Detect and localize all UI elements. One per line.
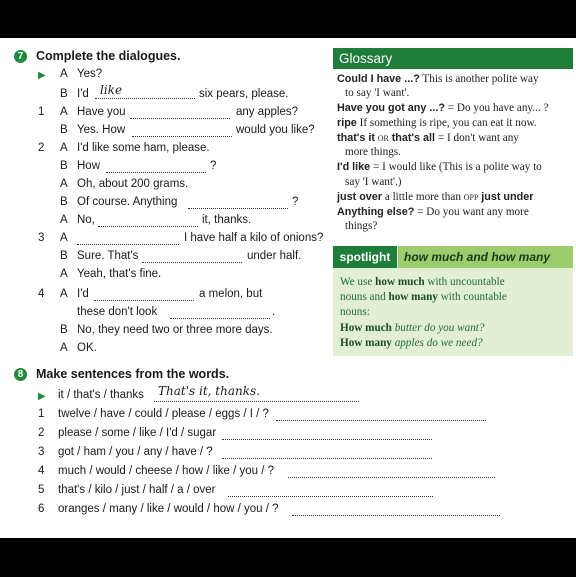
dialogue-text: under half. [247, 250, 302, 262]
dialogue-line: Yeah, that's fine. [77, 268, 162, 280]
dialogue-text: I'd [77, 88, 89, 100]
exercise-7-badge: 7 [14, 50, 27, 63]
speaker-label: A [60, 178, 68, 190]
dialogue-text: I'd [77, 288, 89, 300]
speaker-label: A [60, 288, 68, 300]
glossary-entry: say 'I want'.) [345, 176, 402, 188]
dialogue-text: No, [77, 214, 95, 226]
item-number: 3 [38, 446, 45, 458]
dialogue-text: it, thanks. [202, 214, 252, 226]
word-prompt: oranges / many / like / would / how / you / ? [58, 503, 279, 515]
speaker-label: B [60, 160, 68, 172]
item-number: 1 [38, 106, 45, 118]
answer-blank[interactable] [94, 290, 194, 301]
dialogue-text: How [77, 160, 101, 172]
answer-blank[interactable] [188, 198, 288, 209]
speaker-label: A [60, 142, 68, 154]
glossary-entry: Could I have ...? This is another polite way [337, 73, 539, 85]
spotlight-text: nouns and how many with countable [340, 291, 507, 303]
example-arrow-icon: ▶ [38, 70, 46, 81]
item-number: 3 [38, 232, 45, 244]
speaker-label: A [60, 68, 68, 80]
answer-blank[interactable] [142, 252, 242, 263]
item-number: 4 [38, 288, 45, 300]
speaker-label: B [60, 196, 68, 208]
item-number: 4 [38, 465, 45, 477]
dialogue-text: Have you [77, 106, 126, 118]
dialogue-line: Oh, about 200 grams. [77, 178, 189, 190]
answer-blank[interactable] [288, 467, 495, 478]
dialogue-line: OK. [77, 342, 97, 354]
spotlight-text: nouns: [340, 306, 370, 318]
dialogue-text: Yes. How [77, 124, 126, 136]
dialogue-text: six pears, please. [199, 88, 289, 100]
spotlight-text: We use how much with uncountable [340, 276, 505, 288]
example-answer: like [100, 83, 123, 97]
dialogue-text: these don't look [77, 306, 158, 318]
glossary-entry: Have you got any ...? = Do you have any... ? [337, 102, 549, 114]
word-prompt: please / some / like / I'd / sugar [58, 427, 217, 439]
speaker-label: A [60, 342, 68, 354]
word-prompt: got / ham / you / any / have / ? [58, 446, 213, 458]
answer-blank[interactable] [77, 234, 179, 245]
example-words: it / that's / thanks [58, 389, 144, 401]
dialogue-line: No, they need two or three more days. [77, 324, 273, 336]
spotlight-title: how much and how many [398, 246, 573, 268]
spotlight-tag: spotlight [333, 246, 397, 268]
answer-blank[interactable] [222, 429, 432, 440]
speaker-label: B [60, 88, 68, 100]
dialogue-line: I'd like some ham, please. [77, 142, 210, 154]
dialogue-text: Sure. That's [77, 250, 139, 262]
spotlight-example: How much butter do you want? [340, 322, 485, 334]
glossary-entry: more things. [345, 146, 401, 158]
item-number: 5 [38, 484, 45, 496]
dialogue-text: ? [292, 196, 299, 208]
speaker-label: A [60, 106, 68, 118]
word-prompt: that's / kilo / just / half / a / over [58, 484, 216, 496]
speaker-label: B [60, 324, 68, 336]
glossary-entry: things? [345, 220, 378, 232]
answer-blank[interactable] [98, 216, 198, 227]
example-answer: That's it, thanks. [158, 384, 260, 398]
textbook-page [0, 38, 576, 538]
exercise-8-badge: 8 [14, 368, 27, 381]
glossary-entry: just over a little more than OPP just under [337, 191, 534, 203]
answer-blank[interactable] [228, 486, 433, 497]
speaker-label: A [60, 214, 68, 226]
dialogue-text: ? [210, 160, 217, 172]
answer-blank[interactable] [132, 126, 232, 137]
dialogue-line: Yes? [77, 68, 103, 80]
exercise-8-title: Make sentences from the words. [36, 367, 230, 381]
glossary-entry: Anything else? = Do you want any more [337, 206, 529, 218]
word-prompt: much / would / cheese / how / like / you / ? [58, 465, 275, 477]
dialogue-text: a melon, but [199, 288, 263, 300]
dialogue-text: any apples? [236, 106, 299, 118]
answer-blank[interactable] [276, 410, 486, 421]
glossary-entry: that's it OR that's all = I don't want any [337, 132, 519, 144]
speaker-label: B [60, 124, 68, 136]
item-number: 1 [38, 408, 45, 420]
answer-blank[interactable] [170, 308, 270, 319]
example-arrow-icon: ▶ [38, 391, 46, 402]
dialogue-text: . [272, 306, 276, 318]
answer-blank[interactable] [106, 162, 206, 173]
glossary-entry: ripe If something is ripe, you can eat it now. [337, 117, 537, 129]
glossary-entry: I'd like = I would like (This is a polite way to [337, 161, 542, 173]
exercise-7-title: Complete the dialogues. [36, 49, 181, 63]
speaker-label: B [60, 250, 68, 262]
glossary-entry: to say 'I want'. [345, 87, 410, 99]
answer-blank[interactable] [130, 108, 230, 119]
speaker-label: A [60, 268, 68, 280]
answer-blank[interactable] [222, 448, 432, 459]
spotlight-example: How many apples do we need? [340, 337, 483, 349]
item-number: 6 [38, 503, 45, 515]
dialogue-text: Of course. Anything [77, 196, 178, 208]
glossary-header: Glossary [333, 48, 573, 69]
item-number: 2 [38, 142, 45, 154]
dialogue-text: would you like? [236, 124, 315, 136]
dialogue-text: I have half a kilo of onions? [184, 232, 324, 244]
word-prompt: twelve / have / could / please / eggs / I / ? [58, 408, 269, 420]
speaker-label: A [60, 232, 68, 244]
answer-blank[interactable] [292, 505, 500, 516]
item-number: 2 [38, 427, 45, 439]
